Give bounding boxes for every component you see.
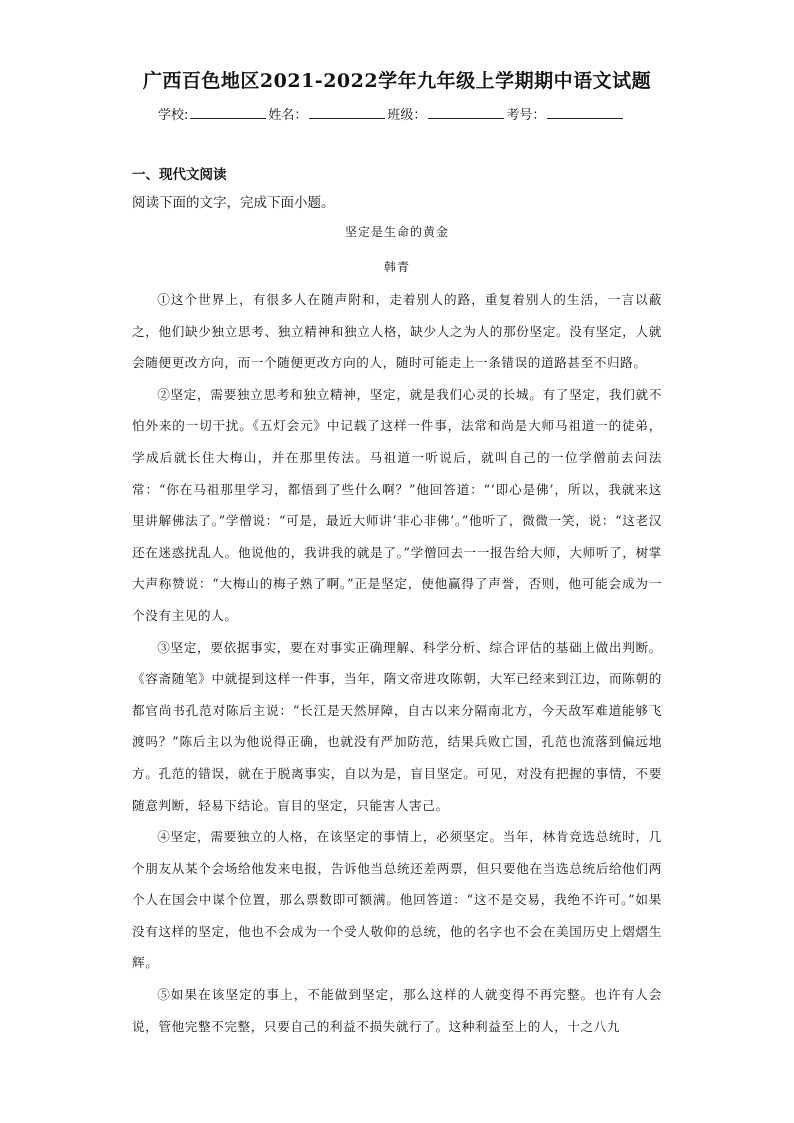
class-blank[interactable]: [428, 104, 504, 119]
paragraph-2: ②坚定，需要独立思考和独立精神，坚定，就是我们心灵的长城。有了坚定，我们就不怕外来的一切干扰。《五灯会元》中记载了这样一件事，法常和尚是大师马祖道一的徒弟，学成后就长住大梅山，并在那里传法。马祖道一听说后，就叫自己的一位学僧前去问法常：“你在马祖那里学习，都悟到了些什么啊？”他回答道：“‘即心是佛’，所以，我就来这里讲解佛法了。”学僧说：“可是，最近大师讲‘非心非佛’。”他听了，微微一笑，说：“这老汉还在迷惑扰乱人。他说他的，我讲我的就是了。”学僧回去一一报告给大师，大师听了，树掌大声称赞说：“大梅山的梅子熟了啊。”正是坚定，使他赢得了声誉，否则，他可能会成为一个没有主见的人。: [132, 386, 662, 623]
article-title: 坚定是生命的黄金: [344, 225, 449, 239]
paragraph-4: ④坚定，需要独立的人格，在该坚定的事情上，必须坚定。当年，林肯竞选总统时，几个朋友从某个会场给他发来电报，告诉他当总统还差两票，但只要他在当选总统后给他们两个人在国会中谋个位置，那么票数即可额满。他回答道：“这不是交易，我绝不许可。”如果没有这样的坚定，他也不会成为一个受人敬仰的总统，他的名字也不会在美国历史上熠熠生辉。: [132, 829, 662, 971]
section-heading: 一、现代文阅读: [132, 167, 227, 183]
paragraph-1: ①这个世界上，有很多人在随声附和，走着别人的路，重复着别人的生活，一言以蔽之，他们缺少独立思考、独立精神和独立人格，缺少人之为人的那份坚定。没有坚定，人就会随便更改方向，而一个随便更改方向的人，随时可能走上一条错误的道路甚至不归路。: [132, 292, 662, 371]
exam-title: 广西百色地区2021-2022学年九年级上学期期中语文试题: [142, 70, 652, 92]
exam-no-label: 考号：: [506, 108, 546, 123]
name-field: [268, 104, 387, 123]
exam-no-blank[interactable]: [547, 104, 623, 119]
school-blank[interactable]: [190, 104, 266, 119]
school-field: [158, 104, 268, 123]
school-label: 学校:: [158, 108, 189, 123]
name-label: 姓名：: [268, 108, 308, 123]
reading-instruction: 阅读下面的文字，完成下面小题。: [132, 195, 335, 211]
class-label: 班级：: [387, 108, 427, 123]
name-blank[interactable]: [309, 104, 385, 119]
paragraph-5: ⑤如果在该坚定的事上，不能做到坚定，那么这样的人就变得不再完整。也许有人会说，管他完整不完整，只要自己的利益不损失就行了。这种利益至上的人，十之八九: [132, 987, 662, 1034]
paragraph-3: ③坚定，要依据事实，要在对事实正确理解、科学分析、综合评估的基础上做出判断。《容斋随笔》中就提到这样一件事，当年，隋文帝进攻陈朝，大军已经来到江边，而陈朝的都官尚书孔范对陈后主说：“长江是天然屏障，自古以来分隔南北方，今天敌军难道能够飞渡吗？”陈后主以为他说得正确，也就没有严加防范，结果兵败亡国，孔范也流落到偏远地方。孔范的错误，就在于脱离事实，自以为是，盲目坚定。可见，对没有把握的事情，不要随意判断，轻易下结论。盲目的坚定，只能害人害己。: [132, 639, 662, 813]
article-author: 韩青: [383, 260, 410, 274]
student-info-line: [158, 104, 625, 123]
exam-no-field: [506, 104, 625, 123]
class-field: [387, 104, 506, 123]
article-body: [132, 284, 662, 1042]
